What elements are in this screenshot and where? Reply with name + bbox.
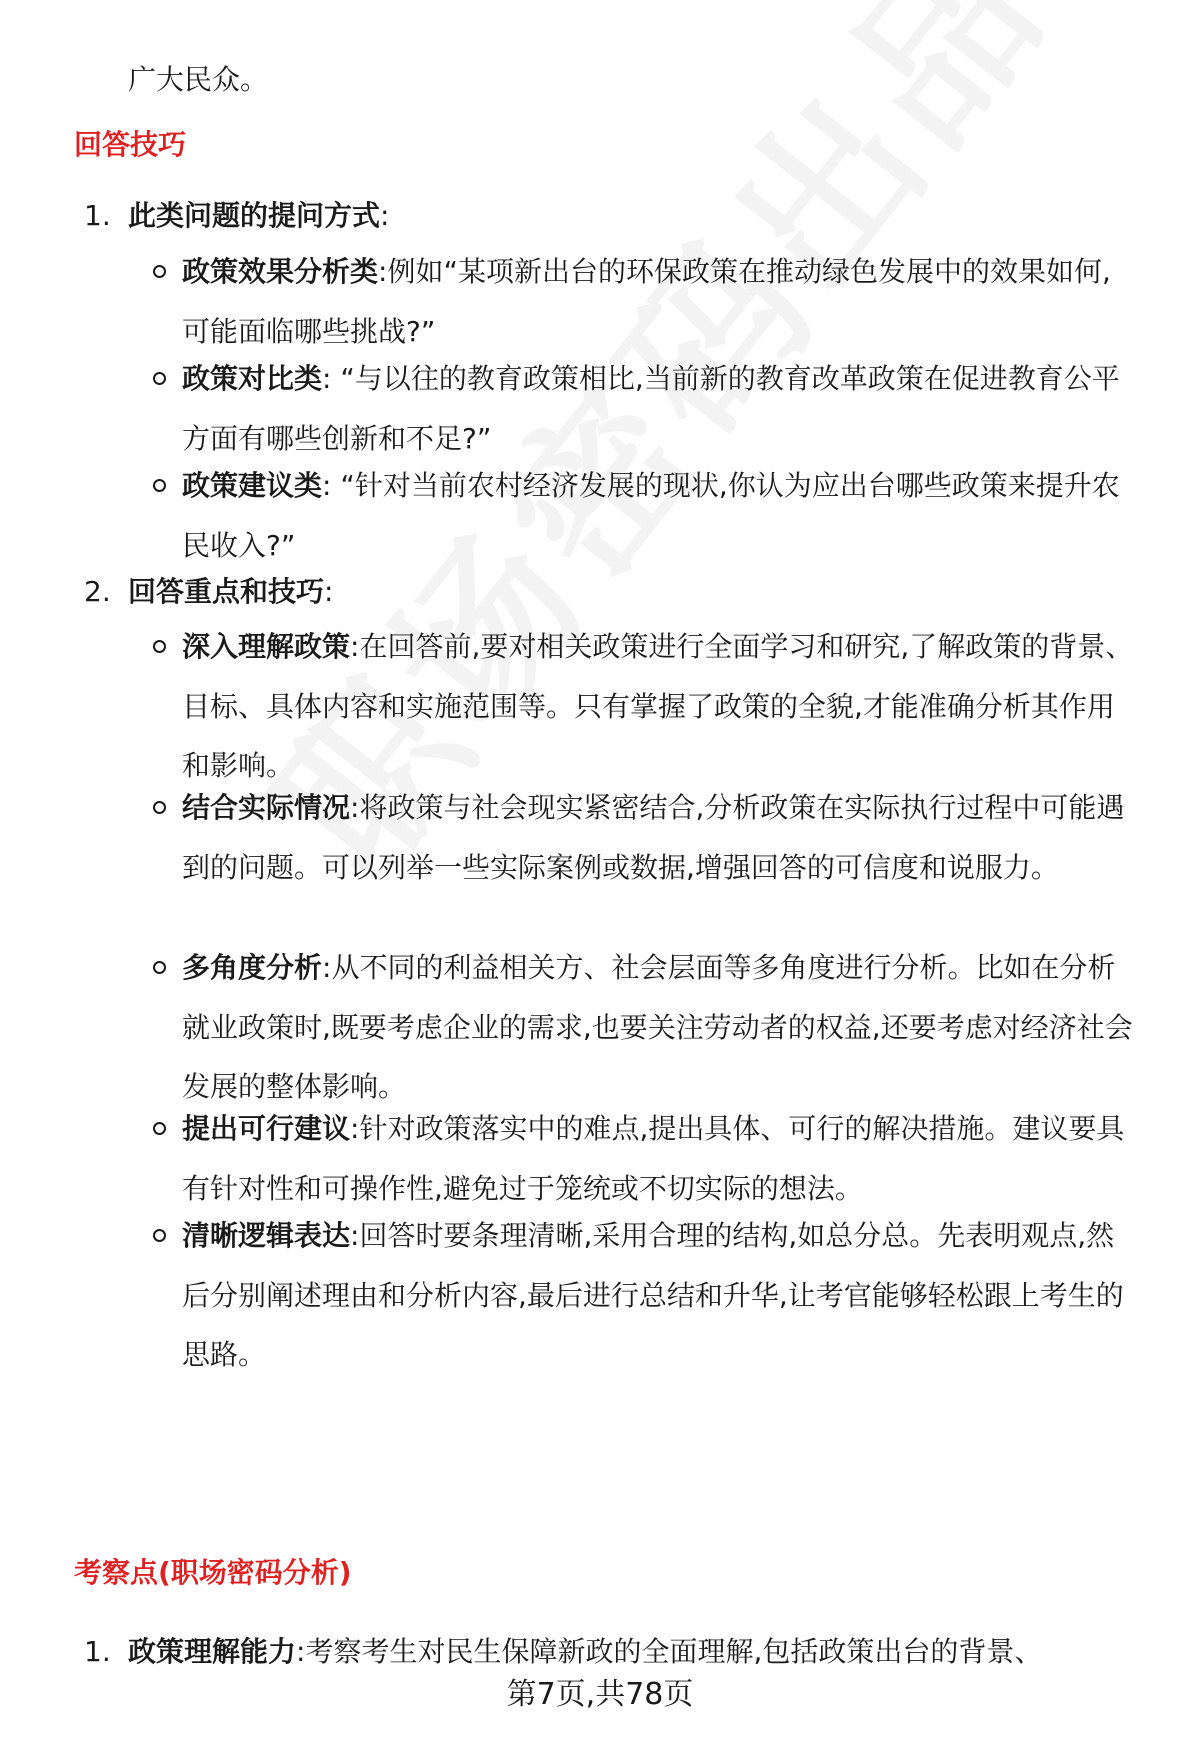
sub-item-heading: 政策建议类 — [182, 469, 323, 502]
sub-item-understand-policy — [182, 617, 1137, 796]
list-item-heading: 回答重点和技巧 — [128, 575, 325, 608]
sub-item-feasible-suggestion — [182, 1099, 1137, 1218]
circle-bullet-icon — [153, 1229, 166, 1242]
sub-item-effect-analysis — [182, 242, 1137, 361]
sub-item-heading: 政策对比类 — [182, 362, 323, 395]
sub-item-policy-comparison — [182, 349, 1137, 468]
sub-item-multi-angle — [182, 938, 1137, 1117]
sub-item-body: :在回答前,要对相关政策进行全面学习和研究,了解政策的背景、目标、具体内容和实施范围等。只有掌握了政策的全貌,才能准确分析其作用和影响。 — [182, 630, 1134, 782]
circle-bullet-icon — [153, 265, 166, 278]
sub-item-body: :例如“某项新出台的环保政策在推动绿色发展中的效果如何,可能面临哪些挑战?” — [182, 255, 1111, 348]
circle-bullet-icon — [153, 640, 166, 653]
circle-bullet-icon — [153, 1122, 166, 1135]
sub-item-heading: 清晰逻辑表达 — [182, 1219, 351, 1252]
page-number: 第7页,共78页 — [506, 1677, 694, 1712]
list-item-colon: : — [380, 199, 390, 232]
sub-item-body: :针对政策落实中的难点,提出具体、可行的解决措施。建议要具有针对性和可操作性,避免过于笼统或不切实际的想法。 — [182, 1112, 1125, 1205]
sub-item-body: :回答时要条理清晰,采用合理的结构,如总分总。先表明观点,然后分别阐述理由和分析内容,最后进行总结和升华,让考官能够轻松跟上考生的思路。 — [182, 1219, 1124, 1371]
sub-item-body: :将政策与社会现实紧密结合,分析政策在实际执行过程中可能遇到的问题。可以列举一些实际案例或数据,增强回答的可信度和说服力。 — [182, 791, 1125, 884]
list-item-body: :考察考生对民生保障新政的全面理解,包括政策出台的背景、 — [296, 1635, 1043, 1668]
list-item-heading: 政策理解能力 — [128, 1635, 297, 1668]
list-item-colon: : — [324, 575, 334, 608]
sub-item-heading: 结合实际情况 — [182, 791, 351, 824]
sub-item-clear-logic — [182, 1206, 1137, 1385]
sub-item-body: : “与以往的教育政策相比,当前新的教育改革政策在促进教育公平方面有哪些创新和不足?” — [182, 362, 1120, 455]
circle-bullet-icon — [153, 801, 166, 814]
sub-item-heading: 多角度分析 — [182, 951, 323, 984]
sub-item-policy-suggestion — [182, 456, 1137, 575]
circle-bullet-icon — [153, 479, 166, 492]
intro-text: 广大民众。 — [128, 63, 269, 96]
list-item-question-types — [84, 192, 389, 240]
list-item-answer-tips — [84, 568, 333, 616]
list-number: 1. — [84, 199, 111, 232]
sub-item-heading: 提出可行建议 — [182, 1112, 351, 1145]
section-title-assessment: 考察点(职场密码分析) — [74, 1556, 352, 1589]
list-item-heading: 此类问题的提问方式 — [128, 199, 381, 232]
sub-item-body: :从不同的利益相关方、社会层面等多角度进行分析。比如在分析就业政策时,既要考虑企业的需求,也要关注劳动者的权益,还要考虑对经济社会发展的整体影响。 — [182, 951, 1133, 1103]
list-number: 2. — [84, 575, 111, 608]
sub-item-heading: 深入理解政策 — [182, 630, 351, 663]
circle-bullet-icon — [153, 372, 166, 385]
sub-item-body: : “针对当前农村经济发展的现状,你认为应出台哪些政策来提升农民收入?” — [182, 469, 1120, 562]
list-number: 1. — [84, 1635, 111, 1668]
section-title-tips: 回答技巧 — [74, 128, 187, 161]
sub-item-heading: 政策效果分析类 — [182, 255, 379, 288]
sub-item-combine-reality — [182, 778, 1137, 897]
list-item-policy-understanding — [84, 1628, 1042, 1676]
circle-bullet-icon — [153, 961, 166, 974]
